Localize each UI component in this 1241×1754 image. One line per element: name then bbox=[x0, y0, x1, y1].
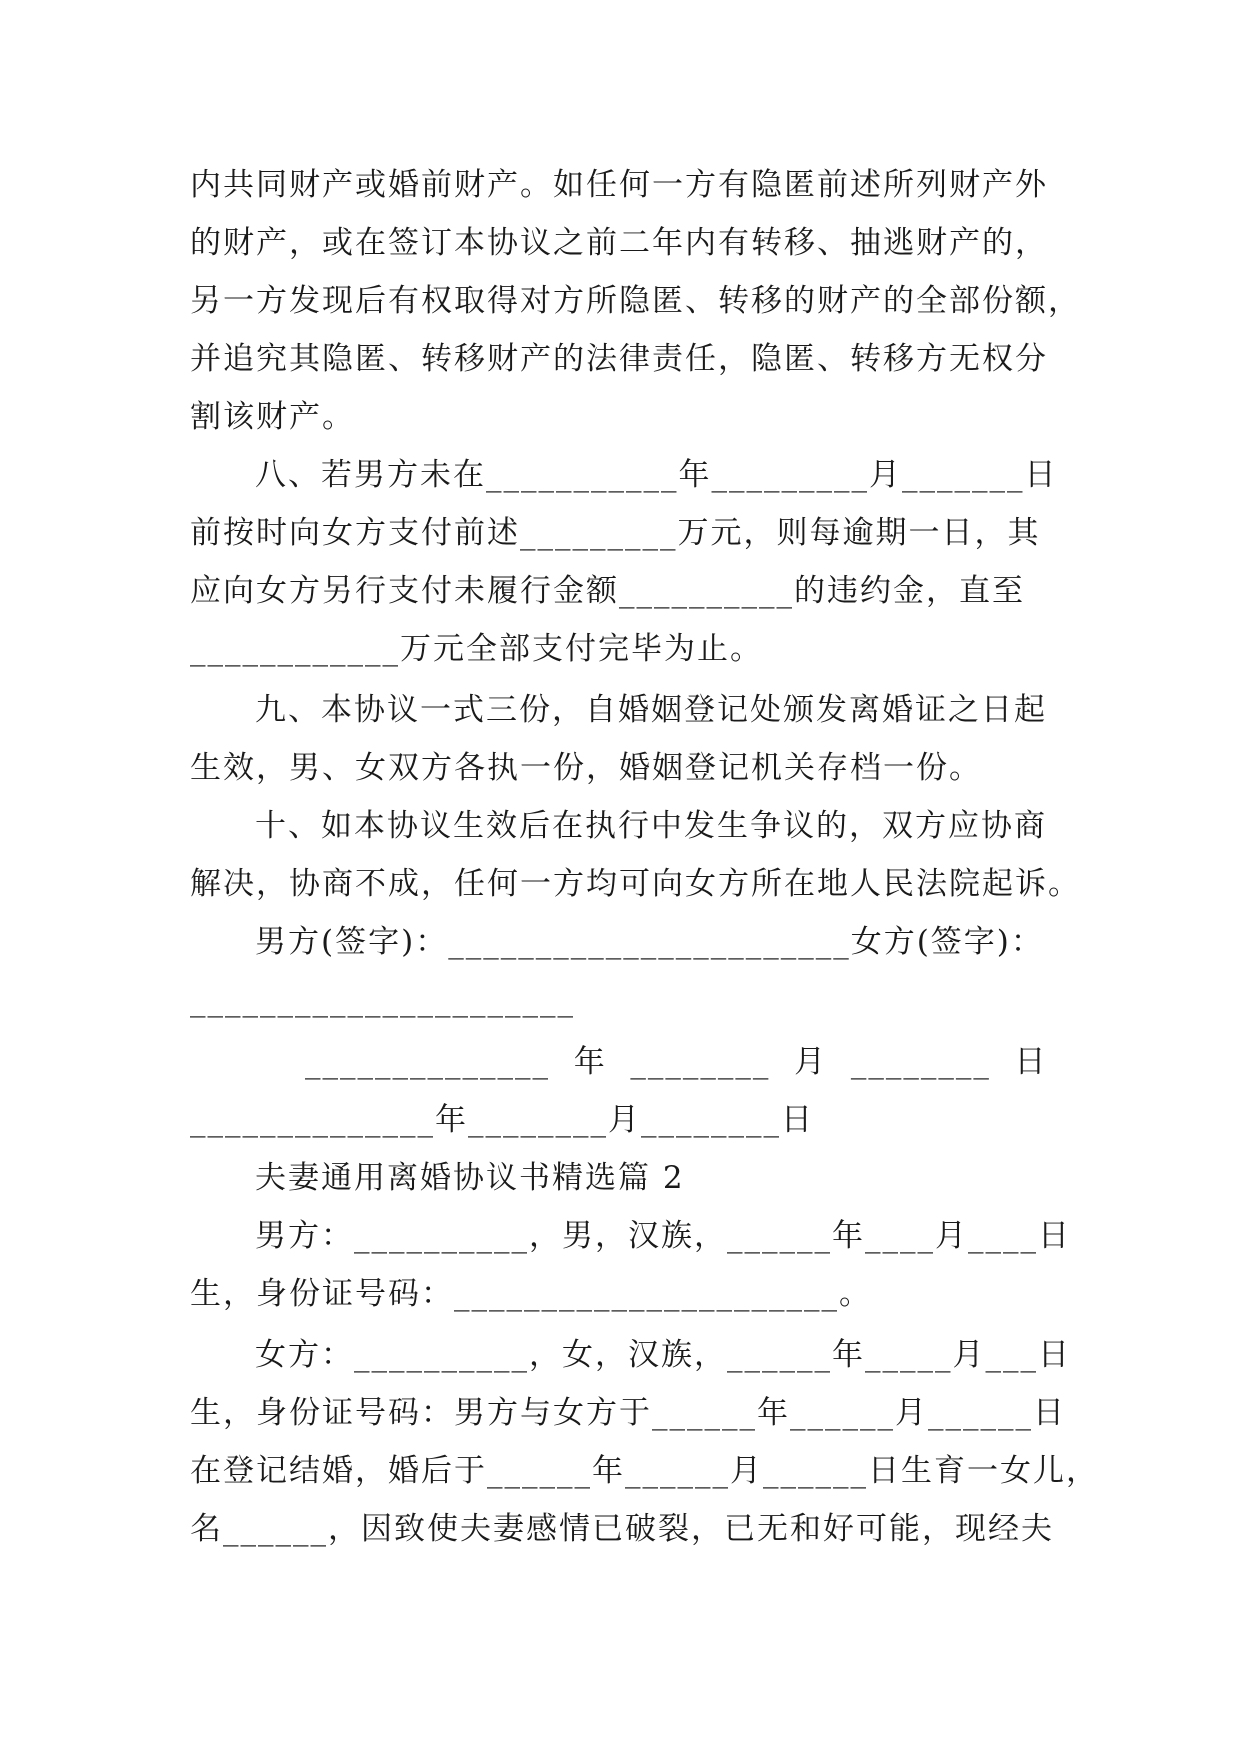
text-line: 内共同财产或婚前财产。如任何一方有隐匿前述所列财产外 bbox=[190, 167, 1048, 203]
clause-10-line: 十、如本协议生效后在执行中发生争议的，双方应协商 bbox=[255, 808, 1047, 844]
signature-line: 男方(签字)：_______________________女方(签字)： bbox=[255, 924, 1044, 960]
text-line: 名______，因致使夫妻感情已破裂，已无和好可能，现经夫 bbox=[190, 1511, 1054, 1547]
date-line: ______________ 年 ________ 月 ________ 日 bbox=[305, 1044, 1048, 1080]
text-line: 应向女方另行支付未履行金额__________的违约金，直至 bbox=[190, 573, 1025, 609]
date-line: ______________年________月________日 bbox=[190, 1102, 814, 1138]
section-heading: 夫妻通用离婚协议书精选篇 2 bbox=[255, 1160, 685, 1196]
text-line: 的财产，或在签订本协议之前二年内有转移、抽逃财产的， bbox=[190, 225, 1048, 261]
text-line: ____________万元全部支付完毕为止。 bbox=[190, 631, 763, 667]
text-line: 生效，男、女双方各执一份，婚姻登记机关存档一份。 bbox=[190, 750, 982, 786]
male-party-line: 男方：__________，男，汉族，______年____月____日 bbox=[255, 1218, 1071, 1254]
text-line: 割该财产。 bbox=[190, 399, 355, 435]
text-line: 生，身份证号码：男方与女方于______年______月______日 bbox=[190, 1395, 1066, 1431]
text-line: 解决，协商不成，任何一方均可向女方所在地人民法院起诉。 bbox=[190, 866, 1081, 902]
text-line: 并追究其隐匿、转移财产的法律责任，隐匿、转移方无权分 bbox=[190, 341, 1048, 377]
female-party-line: 女方：__________，女，汉族，______年_____月___日 bbox=[255, 1337, 1071, 1373]
text-line: 另一方发现后有权取得对方所隐匿、转移的财产的全部份额， bbox=[190, 283, 1081, 319]
text-line: 生，身份证号码：______________________。 bbox=[190, 1276, 872, 1312]
signature-blank-line: ______________________ bbox=[190, 982, 575, 1018]
text-line: 前按时向女方支付前述_________万元，则每逾期一日，其 bbox=[190, 515, 1041, 551]
clause-9-line: 九、本协议一式三份，自婚姻登记处颁发离婚证之日起 bbox=[255, 692, 1047, 728]
clause-8-line: 八、若男方未在___________年_________月_______日 bbox=[255, 457, 1058, 493]
text-line: 在登记结婚，婚后于______年______月______日生育一女儿， bbox=[190, 1453, 1099, 1489]
